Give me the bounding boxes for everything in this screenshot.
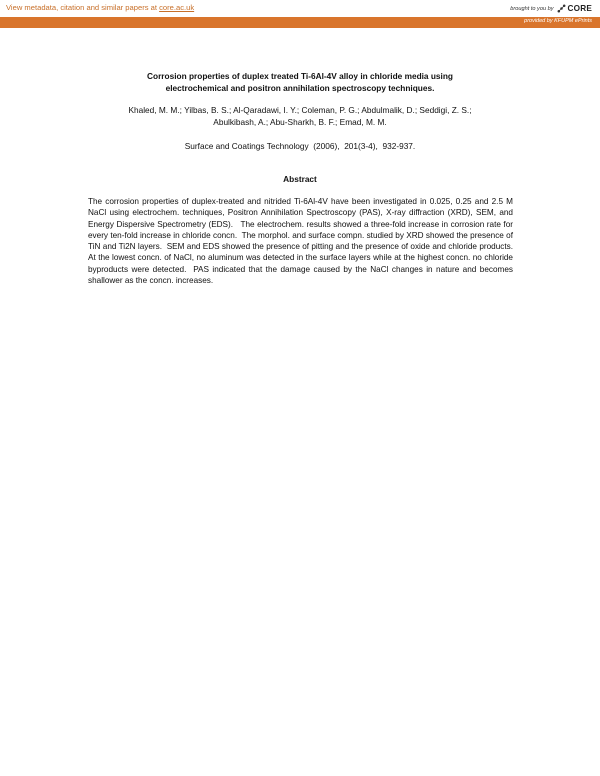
core-logo-icon (557, 4, 566, 13)
core-link-text[interactable]: core.ac.uk (159, 3, 195, 12)
paper-title (60, 70, 540, 94)
core-brand[interactable] (510, 2, 592, 15)
core-metadata-link[interactable] (6, 3, 194, 12)
authors-line: Abulkibash, A.; Abu-Sharkh, B. F.; Emad, M. M. (213, 117, 387, 127)
provided-by-text[interactable]: provided by KFUPM ePrints (524, 18, 592, 24)
abstract-heading: Abstract (283, 174, 317, 184)
authors-line: Khaled, M. M.; Yilbas, B. S.; Al-Qaradawi, I. Y.; Coleman, P. G.; Abdulmalik, D.; Seddigi, Z. S.; (128, 105, 472, 115)
core-link-prefix[interactable]: View metadata, citation and similar papers at (6, 3, 160, 12)
paper-title-line: Corrosion properties of duplex treated Ti-6Al-4V alloy in chloride media using (147, 71, 453, 81)
abstract-text: The corrosion properties of duplex-treated and nitrided Ti-6Al-4V have been investigated in 0.025, 0.25 and 2.5 M NaCl using electrochem. techniques, Positron Annihilation Spectroscopy (PAS), X-ray diffraction (XRD), SEM, and Energy Dispersive Spectrometry (EDS). The electrochem. results showed a three-fold increase in corrosion rate for every ten-fold increase in chloride concn. The morphol. and surface compn. studied by XRD showed the presence of TiN and Ti2N layers. SEM and EDS showed the presence of pitting and the presence of oxide and chloride products. At the lowest concn. of NaCl, no aluminum was detected in the surface layers while at the highest concn. no chloride byproducts were detected. PAS indicated that the damage caused by the NaCl changes in nature and becomes shallower as the concn. increases. (88, 197, 518, 285)
paper-title-line: electrochemical and positron annihilation spectroscopy techniques. (165, 83, 435, 93)
core-provided-bar (0, 17, 600, 28)
paper-authors (60, 104, 540, 128)
brought-to-you-text: brought to you by (510, 5, 554, 12)
core-brand-text: CORE (567, 4, 592, 13)
core-header (0, 0, 600, 17)
journal-citation: Surface and Coatings Technology (2006), 201(3-4), 932-937. (184, 141, 416, 151)
